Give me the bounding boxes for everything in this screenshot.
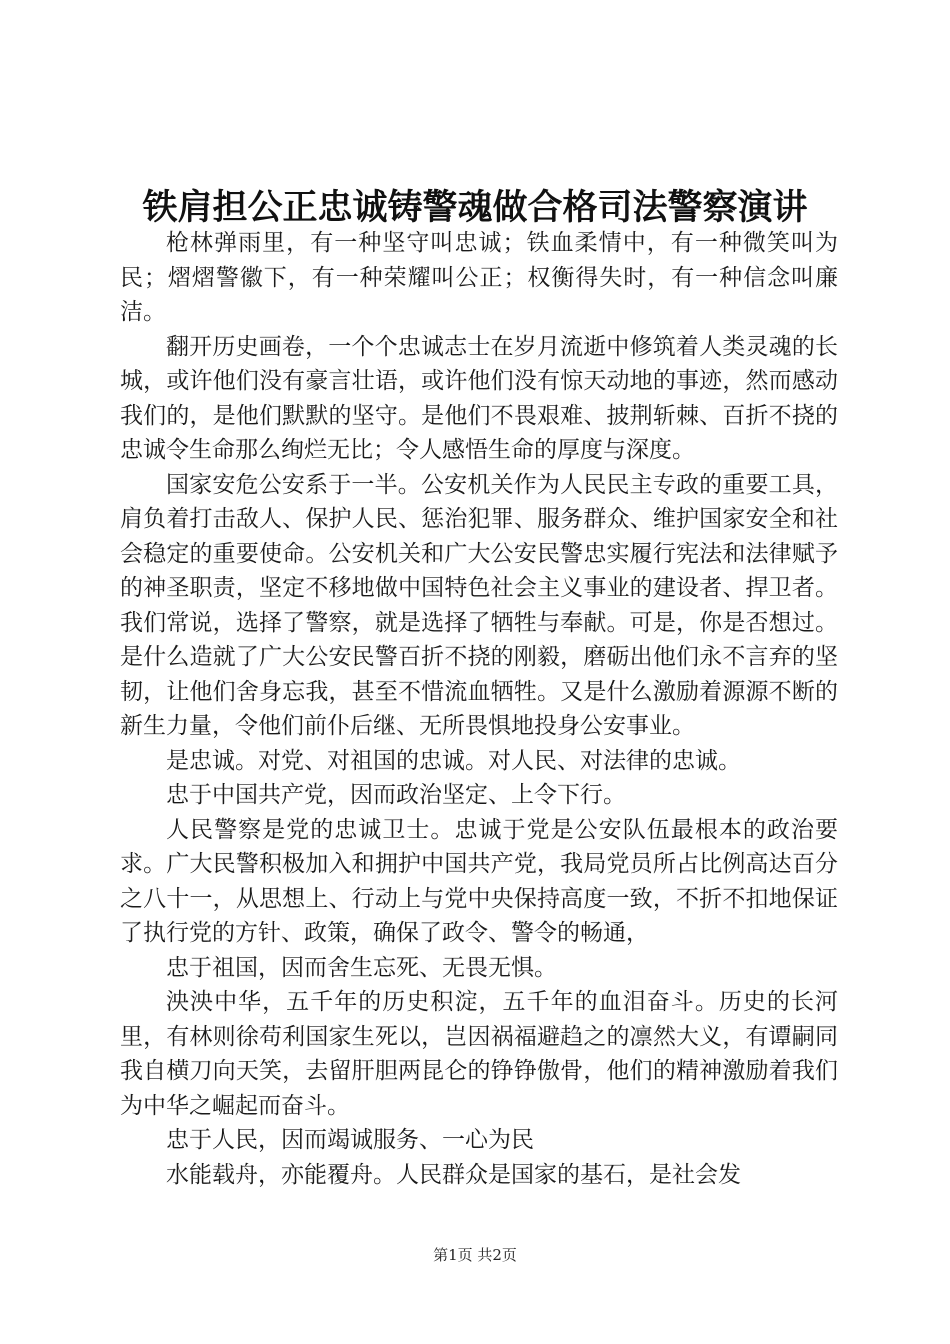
paragraph: 水能载舟，亦能覆舟。人民群众是国家的基石，是社会发 (166, 1161, 741, 1188)
paragraph: 忠于中国共产党，因而政治坚定、上令下行。 (166, 782, 626, 808)
paragraph: 是忠诚。对党、对祖国的忠诚。对人民、对法律的忠诚。 (166, 747, 741, 774)
document-title: 铁肩担公正忠诚铸警魂做合格司法警察演讲 (142, 187, 808, 228)
paragraph: 国家安危公安系于一半。公安机关作为人民民主专政的重要工具，肩负着打击敌人、保护人民、惩治犯罪、服务群众、维护国家安全和社会稳定的重要使命。公安机关和广大公安民警忠实履行宪法和法律赋予的神圣职责，坚定不移地做中国特色社会主义事业的建设者、捍卫者。我们常说，选择了警察，就是选择了牺牲与奉献。可是，你是否想过。是什么造就了广大公安民警百折不挠的刚毅，磨砺出他们永不言弃的坚韧，让他们舍身忘我，甚至不惜流血牺牲。又是什么激励着源源不断的新生力量，令他们前仆后继、无所畏惧地投身公安事业。 (120, 471, 838, 739)
paragraph: 人民警察是党的忠诚卫士。忠诚于党是公安队伍最根本的政治要求。广大民警积极加入和拥护中国共产党，我局党员所占比例高达百分之八十一，从思想上、行动上与党中央保持高度一致，不折不扣地保证了执行党的方针、政策，确保了政令、警令的畅通， (120, 816, 838, 946)
document-body (120, 226, 838, 1192)
paragraph: 忠于人民，因而竭诚服务、一心为民 (166, 1127, 534, 1153)
paragraph: 翻开历史画卷，一个个忠诚志士在岁月流逝中修筑着人类灵魂的长城，或许他们没有豪言壮语，或许他们没有惊天动地的事迹，然而感动我们的，是他们默默的坚守。是他们不畏艰难、披荆斩棘、百折不挠的忠诚令生命那么绚烂无比；令人感悟生命的厚度与深度。 (120, 333, 838, 463)
paragraph: 忠于祖国，因而舍生忘死、无畏无惧。 (166, 954, 557, 981)
paragraph: 泱泱中华，五千年的历史积淀，五千年的血泪奋斗。历史的长河里，有林则徐苟利国家生死以，岂因祸福避趋之的凛然大义，有谭嗣同我自横刀向天笑，去留肝胆两昆仑的铮铮傲骨，他们的精神激励着我们为中华之崛起而奋斗。 (120, 989, 838, 1119)
page-footer: 第1页 共2页 (433, 1246, 517, 1264)
paragraph: 枪林弹雨里，有一种坚守叫忠诚；铁血柔情中，有一种微笑叫为民；熠熠警徽下，有一种荣耀叫公正；权衡得失时，有一种信念叫廉洁。 (120, 230, 838, 325)
